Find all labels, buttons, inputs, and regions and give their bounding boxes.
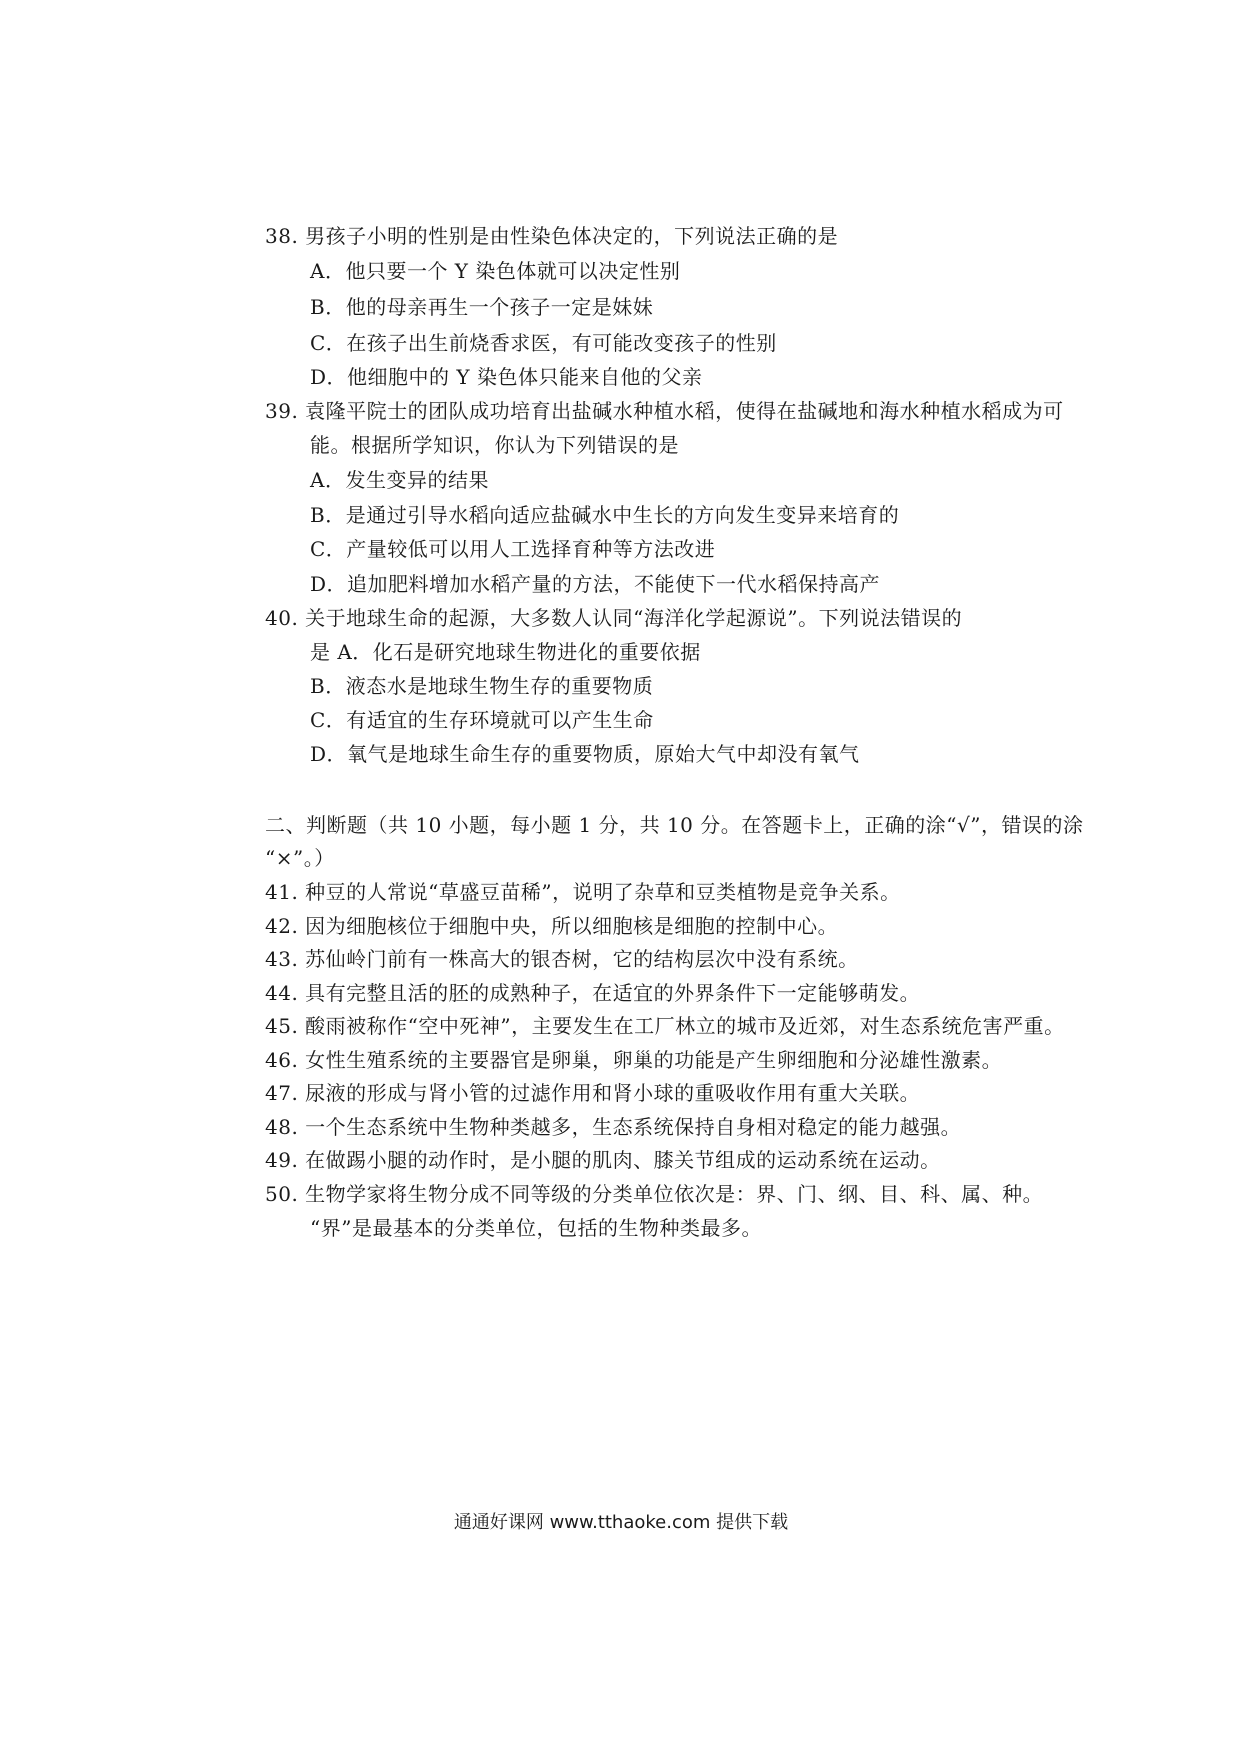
question-text: 种豆的人常说“草盛豆苗稀”，说明了杂草和豆类植物是竞争关系。: [305, 880, 901, 904]
question-40-stem-continued: 是 A．化石是研究地球生物进化的重要依据: [310, 640, 701, 664]
question-39-option-c: C．产量较低可以用人工选择育种等方法改进: [310, 537, 716, 561]
question-39-option-d: D．追加肥料增加水稻产量的方法，不能使下一代水稻保持高产: [310, 572, 881, 596]
question-text: 袁隆平院士的团队成功培育出盐碱水种植水稻，使得在盐碱地和海水种植水稻成为可: [305, 399, 1064, 423]
question-number: 45.: [265, 1014, 299, 1038]
section-2-heading: 二、判断题（共 10 小题，每小题 1 分，共 10 分。在答题卡上，正确的涂“√”，错误的涂: [265, 813, 1084, 837]
question-43: [265, 946, 859, 972]
question-text: 酸雨被称作“空中死神”，主要发生在工厂林立的城市及近郊，对生态系统危害严重。: [305, 1014, 1065, 1038]
question-48: [265, 1114, 961, 1140]
question-39-option-b: B．是通过引导水稻向适应盐碱水中生长的方向发生变异来培育的: [310, 503, 900, 527]
question-text: 在做踢小腿的动作时，是小腿的肌肉、膝关节组成的运动系统在运动。: [305, 1148, 941, 1172]
question-number: 40.: [265, 606, 299, 630]
question-50: [265, 1181, 1043, 1207]
question-number: 46.: [265, 1048, 299, 1072]
question-text: 尿液的形成与肾小管的过滤作用和肾小球的重吸收作用有重大关联。: [305, 1081, 921, 1105]
question-39-option-a: A．发生变异的结果: [310, 468, 489, 492]
footer-source: 通通好课网 www.tthaoke.com 提供下载: [453, 1512, 789, 1533]
question-text: 关于地球生命的起源，大多数人认同“海洋化学起源说”。下列说法错误的: [305, 606, 963, 630]
question-number: 48.: [265, 1115, 299, 1139]
question-39-stem-continued: 能。根据所学知识，你认为下列错误的是: [310, 433, 679, 457]
question-38-option-a: A．他只要一个 Y 染色体就可以决定性别: [310, 259, 681, 283]
question-38-stem: [265, 223, 838, 249]
question-38-option-b: B．他的母亲再生一个孩子一定是妹妹: [310, 295, 654, 319]
question-46: [265, 1047, 1002, 1073]
question-40-option-d: D．氧气是地球生命生存的重要物质，原始大气中却没有氧气: [310, 742, 860, 766]
question-number: 50.: [265, 1182, 299, 1206]
question-41: [265, 879, 901, 905]
question-38-option-c: C．在孩子出生前烧香求医，有可能改变孩子的性别: [310, 331, 777, 355]
question-50-continued: “界”是最基本的分类单位，包括的生物种类最多。: [310, 1216, 762, 1240]
question-44: [265, 980, 920, 1006]
question-text: 因为细胞核位于细胞中央，所以细胞核是细胞的控制中心。: [305, 914, 839, 938]
question-text: 生物学家将生物分成不同等级的分类单位依次是：界、门、纲、目、科、属、种。: [305, 1182, 1044, 1206]
question-number: 42.: [265, 914, 299, 938]
question-42: [265, 913, 838, 939]
question-text: 女性生殖系统的主要器官是卵巢，卵巢的功能是产生卵细胞和分泌雄性激素。: [305, 1048, 1003, 1072]
section-2-heading-continued: “×”。）: [265, 846, 335, 870]
question-number: 44.: [265, 981, 299, 1005]
question-text: 苏仙岭门前有一株高大的银杏树，它的结构层次中没有系统。: [305, 947, 859, 971]
question-text: 男孩子小明的性别是由性染色体决定的，下列说法正确的是: [305, 224, 839, 248]
question-40-stem: [265, 605, 962, 631]
question-38-option-d: D．他细胞中的 Y 染色体只能来自他的父亲: [310, 365, 703, 389]
question-number: 47.: [265, 1081, 299, 1105]
question-49: [265, 1147, 941, 1173]
question-text: 具有完整且活的胚的成熟种子，在适宜的外界条件下一定能够萌发。: [305, 981, 921, 1005]
question-text: 一个生态系统中生物种类越多，生态系统保持自身相对稳定的能力越强。: [305, 1115, 962, 1139]
question-40-option-b: B．液态水是地球生物生存的重要物质: [310, 674, 654, 698]
question-number: 38.: [265, 224, 299, 248]
question-40-option-c: C．有适宜的生存环境就可以产生生命: [310, 708, 654, 732]
question-number: 49.: [265, 1148, 299, 1172]
question-39-stem: [265, 398, 1064, 424]
question-45: [265, 1013, 1065, 1039]
question-number: 41.: [265, 880, 299, 904]
question-number: 43.: [265, 947, 299, 971]
question-47: [265, 1080, 920, 1106]
question-number: 39.: [265, 399, 299, 423]
